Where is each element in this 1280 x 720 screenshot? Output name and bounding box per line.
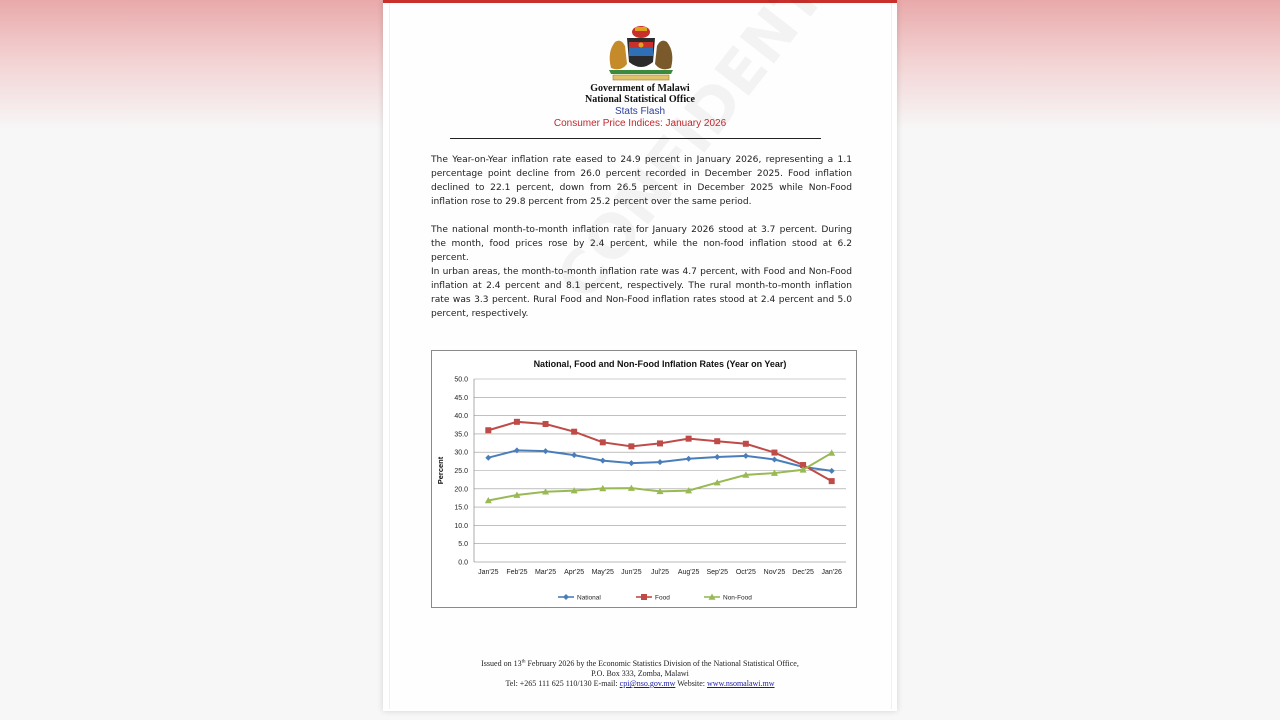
y-tick-label: 5.0 — [458, 541, 468, 549]
data-point-food — [829, 478, 835, 484]
footer-issued-post: February 2026 by the Economic Statistics Division of the National Statistical Office, — [525, 659, 799, 668]
website-link[interactable]: www.nsomalawi.mw — [707, 679, 775, 688]
y-tick-label: 50.0 — [454, 376, 468, 384]
data-point-national — [600, 458, 606, 464]
office-name: National Statistical Office — [585, 94, 695, 105]
data-point-national — [628, 460, 634, 466]
data-point-food — [571, 429, 577, 435]
data-point-national — [543, 448, 549, 454]
data-point-food — [628, 443, 634, 449]
paragraph-month-to-month: The national month-to-month inflation rate for January 2026 stood at 3.7 percent. During the month, food prices rose by 2.4 percent, while the non-food inflation stood at 6.2 percent. — [431, 225, 852, 263]
x-tick-label: Nov'25 — [763, 569, 786, 576]
x-tick-label: Jul'25 — [650, 569, 670, 576]
y-axis-label: Percent — [436, 456, 445, 485]
x-tick-label: Feb'25 — [506, 569, 528, 576]
y-tick-label: 25.0 — [454, 468, 468, 475]
y-tick-label: 45.0 — [454, 394, 468, 402]
data-point-national — [771, 457, 777, 463]
legend-label-non-food: Non-Food — [723, 594, 752, 602]
header-divider — [450, 138, 821, 139]
paragraph-year-on-year: The Year-on-Year inflation rate eased to 24.9 percent in January 2026, representing a 1.1 percentage point decline from 26.0 percent recorded in December 2025. Food inflation declined to 22.1 percent, down from 26.5 percent in December 2025 while Non-Food inflation rose to 29.8 percent from 25.2 percent over the same period. — [431, 155, 852, 207]
data-point-food — [485, 427, 491, 433]
data-point-national — [714, 454, 720, 460]
series-name: Stats Flash — [614, 106, 666, 117]
legend-marker-food — [641, 594, 647, 600]
data-point-food — [714, 438, 720, 444]
data-point-national — [829, 468, 835, 474]
footer-contact-line — [383, 679, 897, 688]
paragraph-urban-rural: In urban areas, the month-to-month inflation rate was 4.7 percent, with Food and Non-Food inflation at 2.4 percent and 8.1 percent, respectively. The rural month-to-month inflation rate was 3.3 percent. Rural Food and Non-Food inflation rates stood at 2.4 percent and 5.0 percent, respectively. — [431, 267, 852, 319]
legend-label-food: Food — [655, 594, 670, 602]
x-tick-label: Mar'25 — [534, 569, 557, 576]
data-point-national — [657, 459, 663, 465]
data-point-national — [743, 453, 749, 459]
email-link[interactable]: cpi@nso.gov.mw — [619, 679, 676, 688]
y-tick-label: 35.0 — [454, 431, 468, 439]
data-point-food — [514, 419, 520, 425]
data-point-food — [543, 421, 549, 427]
legend-marker-national — [563, 594, 569, 600]
y-tick-label: 30.0 — [454, 449, 468, 457]
data-point-national — [571, 452, 577, 458]
document-title: Consumer Price Indices: January 2026 — [553, 118, 727, 129]
coat-of-arms-icon — [601, 24, 681, 81]
x-tick-label: Jan'26 — [821, 569, 842, 576]
data-point-non-food — [828, 449, 835, 455]
x-tick-label: Apr'25 — [564, 569, 585, 576]
chart-title: National, Food and Non-Food Inflation Rates (Year on Year) — [533, 359, 787, 369]
x-tick-label: Sep'25 — [706, 569, 729, 576]
y-tick-label: 15.0 — [454, 504, 468, 512]
x-tick-label: Jun'25 — [621, 569, 642, 576]
footer-address: P.O. Box 333, Zomba, Malawi — [591, 669, 689, 678]
data-point-food — [771, 450, 777, 456]
footer-issued-pre: Issued on 13 — [481, 659, 522, 668]
document-page — [383, 0, 897, 711]
data-point-food — [686, 436, 692, 442]
y-tick-label: 20.0 — [454, 486, 468, 494]
footer-issued-line — [383, 659, 897, 668]
x-tick-label: May'25 — [591, 569, 614, 576]
data-point-national — [485, 455, 491, 461]
data-point-food — [743, 441, 749, 447]
data-point-national — [686, 456, 692, 462]
footer-website-label: Website: — [675, 679, 708, 688]
government-name: Government of Malawi — [590, 83, 690, 94]
y-tick-label: 40.0 — [454, 413, 468, 421]
data-point-food — [657, 440, 663, 446]
data-point-food — [600, 439, 606, 445]
footer-issued-sup: th — [521, 659, 526, 665]
y-tick-label: 0.0 — [458, 559, 468, 567]
x-tick-label: Jan'25 — [478, 569, 499, 576]
x-tick-label: Oct'25 — [735, 569, 756, 576]
inflation-chart — [431, 350, 857, 608]
inflation-chart-svg — [432, 351, 856, 607]
legend-label-national: National — [577, 594, 601, 602]
footer-tel: Tel: +265 111 625 110/130 E-mail: — [505, 679, 620, 688]
x-tick-label: Aug'25 — [677, 569, 700, 576]
y-tick-label: 10.0 — [454, 522, 468, 530]
x-tick-label: Dec'25 — [792, 569, 814, 576]
